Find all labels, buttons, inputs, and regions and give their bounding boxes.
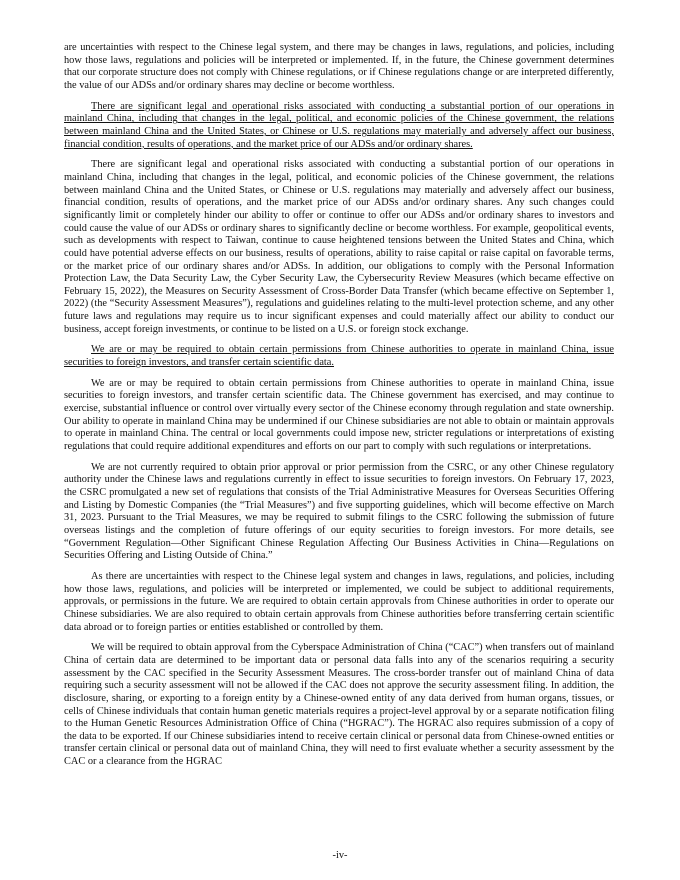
risk-heading-legal-operational: There are significant legal and operational risks associated with conducting a substantial portion of our operations in mainland China, including that changes in the legal, political, and economic policies of the Chinese government, the relations between mainland China and the United States, or Chinese or U.S. regulations may materially and adversely affect our business, financial condition, results of operations, and the market price of our ADSs and/or ordinary shares.: [64, 100, 614, 150]
document-page: [64, 42, 614, 777]
paragraph-cac-hgrac: We will be required to obtain approval from the Cyberspace Administration of China (“CAC”) when transfers out of mainland China of certain data are determined to be important data or personal data falls into any of the scenarios requiring a security assessment by the CAC specified in the Security Assessment Measures. The cross-border transfer out of mainland China of data requiring such a security assessment will not be allowed if the CAC does not approve the security assessment filing. In addition, the disclosure, sharing, or exporting to a foreign entity by a Chinese-owned entity of any data derived from human organs, tissues, or cells of Chinese individuals that contain human genetic materials requires a project-level approval by or a separate notification filing to the Human Genetic Resources Administration Office of China (“HGRAC”). The HGRAC also requires submission of a copy of the data to be exported. If our Chinese subsidiaries intend to receive certain clinical or personal data from Chinese-owned entities or transfer certain clinical or personal data out of mainland China, they will need to first evaluate whether a security assessment by the CAC or a clearance from the HGRAC: [64, 642, 614, 768]
risk-heading-permissions: We are or may be required to obtain certain permissions from Chinese authorities to operate in mainland China, issue securities to foreign investors, and transfer certain scientific data.: [64, 344, 614, 369]
paragraph-legal-operational-risks: There are significant legal and operational risks associated with conducting a substantial portion of our operations in mainland China, including that changes in the legal, political, and economic policies of the Chinese government, the relations between mainland China and the United States, or Chinese or U.S. regulations may materially and adversely affect our business, financial condition, results of operations, and the market price of our ADSs and/or ordinary shares. Any such changes could significantly limit or completely hinder our ability to offer or continue to offer our ADSs and/or ordinary shares to investors and could cause the value of our ADSs or ordinary shares to significantly decline or become worthless. For example, geopolitical events, such as developments with respect to Taiwan, continue to cause heightened tensions between the United States and China, which could have potential adverse effects on our business, results of operations, ability to raise capital or raise capital on favorable terms, or the market price of our ordinary shares and/or ADSs. In addition, our obligations to comply with the Personal Information Protection Law, the Data Security Law, the Cyber Security Law, the Cybersecurity Review Measures (which became effective on February 15, 2022), the Measures on Security Assessment of Cross-Border Data Transfer (which became effective on September 1, 2022) (the “Security Assessment Measures”), regulations and guidelines relating to the multi-level protection scheme, and any other future laws and regulations may require us to incur significant expenses and could materially affect our ability to conduct our business, accept foreign investments, or continue to be listed on a U.S. or foreign stock exchange.: [64, 159, 614, 335]
paragraph-csrc: We are not currently required to obtain prior approval or prior permission from the CSRC, or any other Chinese regulatory authority under the Chinese laws and regulations currently in effect to issue securities to foreign investors. On February 17, 2023, the CSRC promulgated a new set of regulations that consists of the Trial Administrative Measures for Overseas Securities Offering and Listing by Domestic Companies (the “Trial Measures”) and five supporting guidelines, which will become effective on March 31, 2023. Pursuant to the Trial Measures, we may be required to submit filings to the CSRC following the submission of future overseas listings and the completion of future offerings of our equity securities to foreign investors. For more details, see “Government Regulation—Other Significant Chinese Regulation Affecting Our Business Activities in China—Regulations on Securities Offering and Listing Outside of China.”: [64, 461, 614, 562]
paragraph-permissions: We are or may be required to obtain certain permissions from Chinese authorities to operate in mainland China, issue securities to foreign investors, and transfer certain scientific data. The Chinese government has exercised, and may continue to exercise, substantial influence or control over virtually every sector of the Chinese economy through regulation and state ownership. Our ability to operate in mainland China may be undermined if our Chinese subsidiaries are not able to obtain or maintain approvals to operate in mainland China. The central or local governments could impose new, stricter regulations or interpretations of existing regulations that could require additional expenditures and efforts on our part to comply with such regulations or interpretations.: [64, 377, 614, 453]
page-number: -iv-: [332, 850, 348, 861]
paragraph-uncertainties: As there are uncertainties with respect to the Chinese legal system and changes in laws, regulations, and policies, including how those laws, regulations, and policies will be interpreted or implemented, we could be subject to additional requirements, approvals, or permissions in the future. We are required to obtain certain approvals from Chinese authorities in order to operate our Chinese subsidiaries. We are also required to obtain certain approvals from Chinese authorities before transferring certain scientific data abroad or to foreign parties or entities established or controlled by them.: [64, 570, 614, 633]
paragraph-continuation: are uncertainties with respect to the Chinese legal system, and there may be changes in laws, regulations, and policies, including how those laws, regulations and policies will be interpreted or implemented. If, in the future, the Chinese government determines that our corporate structure does not comply with Chinese regulations, or if Chinese regulations change or are interpreted differently, the value of our ADSs and/or ordinary shares may decline or become worthless.: [64, 42, 614, 91]
